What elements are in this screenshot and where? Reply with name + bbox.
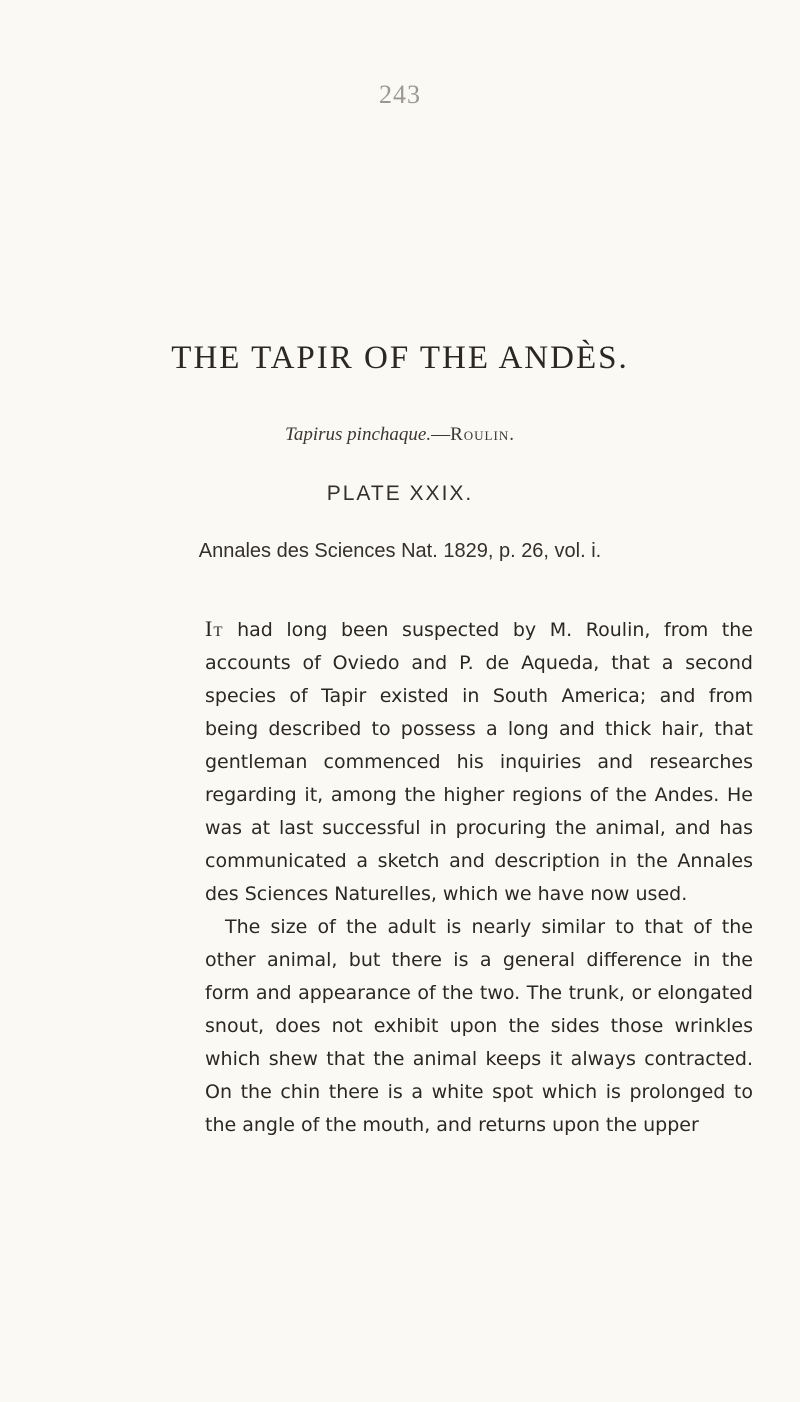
- plate-label: PLATE XXIX.: [326, 482, 474, 505]
- page-number: 243: [379, 80, 421, 109]
- paragraph: [205, 612, 753, 911]
- subtitle-separator: —: [431, 424, 451, 445]
- chapter-title: THE TAPIR OF THE ANDÈS.: [171, 340, 629, 376]
- paragraph-lead-word: It: [205, 616, 224, 641]
- species-name: Tapirus pinchaque.: [285, 424, 432, 445]
- species-author: Roulin.: [450, 424, 515, 445]
- paragraph-text: The size of the adult is nearly similar to that of the other animal, but there is a general difference in the form and appearance of the two. The trunk, or elongated snout, does not exhibit upon the sides those wrinkles which shew that the animal keeps it always contracted. On the chin there is a white spot which is prolonged to the angle of the mouth, and returns upon the upper: [205, 916, 753, 1136]
- citation-reference: Annales des Sciences Nat. 1829, p. 26, vol. i.: [198, 540, 602, 562]
- body-text: [205, 612, 753, 1142]
- paragraph-text: had long been suspected by M. Roulin, from the accounts of Oviedo and P. de Aqueda, that a second species of Tapir existed in South America; and from being described to possess a long and thick hair, that gentleman commenced his inquiries and researches regarding it, among the higher regions of the Andes. He was at last successful in procuring the animal, and has communicated a sketch and description in the Annales des Sciences Naturelles, which we have now used.: [205, 619, 753, 905]
- paragraph: [205, 911, 753, 1142]
- species-subtitle: [0, 424, 800, 446]
